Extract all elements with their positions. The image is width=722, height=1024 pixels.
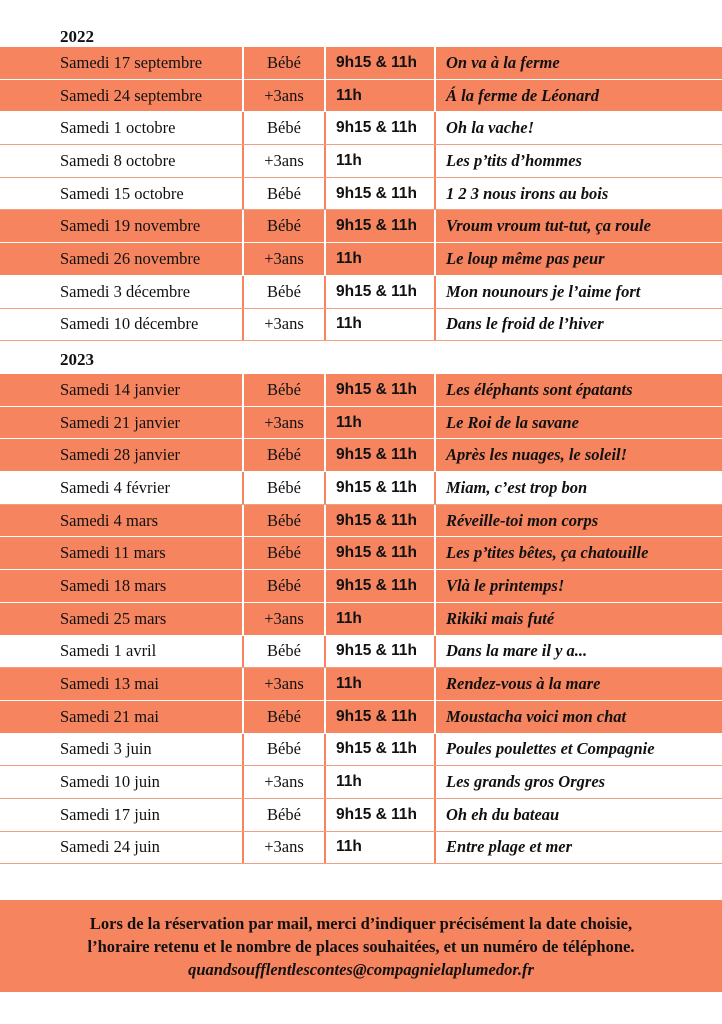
age-group: +3ans [242,145,324,177]
session-time: 11h [324,832,434,864]
age-group: +3ans [242,603,324,635]
age-group: +3ans [242,243,324,275]
age-group: +3ans [242,668,324,700]
session-date: Samedi 3 juin [60,739,152,759]
session-time: 9h15 & 11h [324,537,434,569]
story-title: Les grands gros Orgres [434,766,722,798]
age-group: Bébé [242,505,324,537]
age-group: +3ans [242,309,324,341]
story-title: Oh la vache! [434,112,722,144]
table-row [0,734,722,767]
age-group: Bébé [242,701,324,733]
table-row [0,799,722,832]
session-date: Samedi 11 mars [60,543,166,563]
session-date: Samedi 13 mai [60,674,159,694]
session-date: Samedi 10 juin [60,772,160,792]
session-date: Samedi 10 décembre [60,314,199,334]
session-time: 9h15 & 11h [324,439,434,471]
session-date: Samedi 1 octobre [60,118,176,138]
story-title: Mon nounours je l’aime fort [434,276,722,308]
session-time: 11h [324,309,434,341]
table-row [0,243,722,276]
table-row [0,47,722,80]
session-time: 9h15 & 11h [324,472,434,504]
table-row [0,210,722,243]
session-time: 9h15 & 11h [324,799,434,831]
session-date: Samedi 17 juin [60,804,160,824]
age-group: Bébé [242,537,324,569]
table-row [0,472,722,505]
table-row [0,537,722,570]
story-title: Dans le froid de l’hiver [434,309,722,341]
story-title: Rendez-vous à la mare [434,668,722,700]
story-title: Dans la mare il y a... [434,636,722,668]
story-title: Entre plage et mer [434,832,722,864]
age-group: +3ans [242,80,324,112]
story-title: Vroum vroum tut-tut, ça roule [434,210,722,242]
session-time: 9h15 & 11h [324,636,434,668]
story-title: Le loup même pas peur [434,243,722,275]
story-title: Les p’tits d’hommes [434,145,722,177]
table-row [0,701,722,734]
session-date: Samedi 8 octobre [60,150,176,170]
session-time: 9h15 & 11h [324,701,434,733]
session-time: 11h [324,603,434,635]
schedule-table-2023 [0,374,722,864]
year-heading-2023: 2023 [60,350,94,369]
session-time: 9h15 & 11h [324,505,434,537]
age-group: Bébé [242,112,324,144]
age-group: Bébé [242,636,324,668]
session-date: Samedi 4 mars [60,510,159,530]
age-group: +3ans [242,766,324,798]
story-title: Les éléphants sont épatants [434,374,722,406]
session-time: 9h15 & 11h [324,210,434,242]
session-time: 11h [324,668,434,700]
reservation-note-line-1: Lors de la réservation par mail, merci d’indiquer précisément la date choisie, [89,913,633,933]
table-row [0,178,722,211]
age-group: Bébé [242,570,324,602]
table-row [0,766,722,799]
table-row [0,832,722,865]
table-row [0,309,722,342]
age-group: Bébé [242,210,324,242]
table-row [0,603,722,636]
session-date: Samedi 24 juin [60,837,160,857]
age-group: Bébé [242,178,324,210]
age-group: Bébé [242,276,324,308]
session-date: Samedi 25 mars [60,608,167,628]
session-date: Samedi 28 janvier [60,445,181,465]
session-time: 9h15 & 11h [324,178,434,210]
session-date: Samedi 3 décembre [60,281,191,301]
age-group: Bébé [242,374,324,406]
session-time: 9h15 & 11h [324,374,434,406]
table-row [0,145,722,178]
table-row [0,80,722,113]
age-group: Bébé [242,734,324,766]
story-title: Miam, c’est trop bon [434,472,722,504]
table-row [0,276,722,309]
session-date: Samedi 26 novembre [60,248,201,268]
session-time: 11h [324,145,434,177]
table-row [0,668,722,701]
table-row [0,505,722,538]
session-time: 11h [324,407,434,439]
age-group: +3ans [242,832,324,864]
table-row [0,374,722,407]
story-title: Les p’tites bêtes, ça chatouille [434,537,722,569]
age-group: Bébé [242,47,324,79]
year-heading-2022: 2022 [60,27,94,46]
table-row [0,570,722,603]
age-group: Bébé [242,799,324,831]
session-date: Samedi 21 mai [60,706,159,726]
story-title: On va à la ferme [434,47,722,79]
session-date: Samedi 24 septembre [60,85,203,105]
session-date: Samedi 14 janvier [60,379,181,399]
age-group: Bébé [242,472,324,504]
schedule-table-2022 [0,47,722,341]
reservation-note [0,900,722,992]
session-date: Samedi 18 mars [60,575,167,595]
session-time: 11h [324,243,434,275]
session-time: 11h [324,80,434,112]
story-title: Poules poulettes et Compagnie [434,734,722,766]
table-row [0,112,722,145]
session-time: 9h15 & 11h [324,276,434,308]
table-row [0,636,722,669]
story-title: 1 2 3 nous irons au bois [434,178,722,210]
session-date: Samedi 15 octobre [60,183,184,203]
session-time: 9h15 & 11h [324,47,434,79]
age-group: Bébé [242,439,324,471]
session-time: 9h15 & 11h [324,112,434,144]
story-title: Rikiki mais futé [434,603,722,635]
age-group: +3ans [242,407,324,439]
story-title: Réveille-toi mon corps [434,505,722,537]
session-time: 9h15 & 11h [324,734,434,766]
story-title: Oh eh du bateau [434,799,722,831]
session-date: Samedi 17 septembre [60,52,203,72]
story-title: Vlà le printemps! [434,570,722,602]
reservation-email[interactable]: quandsoufflentlescontes@compagnielaplumedor.fr [188,959,534,979]
session-date: Samedi 21 janvier [60,412,181,432]
story-title: Le Roi de la savane [434,407,722,439]
reservation-note-line-2: l’horaire retenu et le nombre de places souhaitées, et un numéro de téléphone. [87,936,635,956]
story-title: Après les nuages, le soleil! [434,439,722,471]
table-row [0,439,722,472]
session-date: Samedi 4 février [60,477,170,497]
session-date: Samedi 1 avril [60,641,157,661]
session-time: 9h15 & 11h [324,570,434,602]
story-title: Moustacha voici mon chat [434,701,722,733]
session-date: Samedi 19 novembre [60,216,201,236]
session-time: 11h [324,766,434,798]
story-title: Á la ferme de Léonard [434,80,722,112]
table-row [0,407,722,440]
